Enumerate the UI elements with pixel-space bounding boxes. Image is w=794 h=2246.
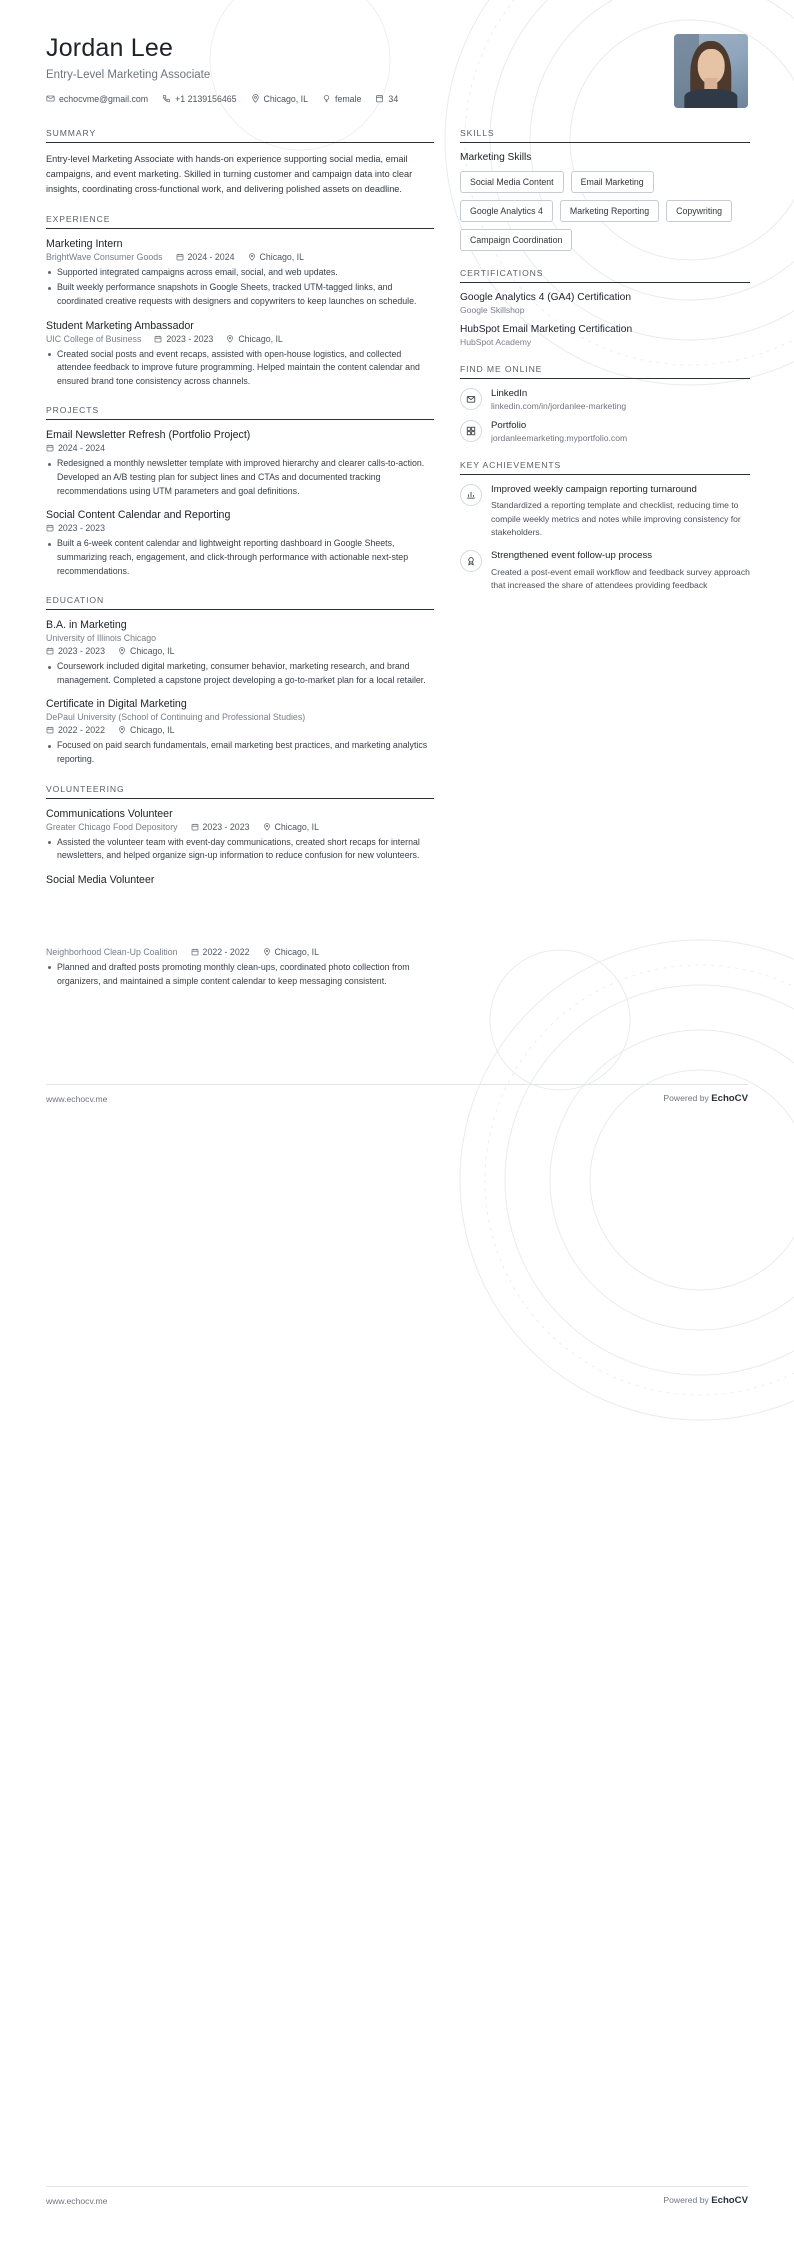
footer-powered-prefix: Powered by (663, 2195, 712, 2205)
section-title-projects: PROJECTS (46, 405, 434, 420)
bullet: Coursework included digital marketing, consumer behavior, marketing research, and brand management. Completed a capstone project developing a go-to-market plan for a local retailer. (46, 660, 434, 687)
section-education (46, 595, 434, 767)
bullet: Focused on paid search fundamentals, email marketing best practices, and marketing analytics reporting. (46, 739, 434, 766)
experience-bullets (46, 266, 434, 309)
online-label: Portfolio (491, 420, 527, 431)
bullet: Redesigned a monthly newsletter template with improved hierarchy and clearer calls-to-action. Developed an A/B testing plan for subject lines and CTAs and documented tracking recommendations using UTM parameters and goal definitions. (46, 457, 434, 498)
achievement-desc: Created a post-event email workflow and feedback survey approach that increased the share of attendees providing feedback (491, 566, 750, 591)
experience-subline (46, 252, 434, 262)
location-icon (118, 647, 126, 655)
education-title: B.A. in Marketing (46, 619, 127, 632)
certification-item (460, 324, 750, 347)
contact-location-text: Chicago, IL (263, 93, 309, 104)
experience-dates-text: 2024 - 2024 (187, 251, 235, 262)
footer-brand (663, 2195, 748, 2206)
project-bullets (46, 537, 434, 578)
volunteering-item (46, 874, 434, 886)
section-key-achievements (460, 460, 750, 593)
skill-chip: Copywriting (666, 200, 732, 222)
page-footer-1 (46, 1084, 748, 1104)
project-dates-text: 2024 - 2024 (58, 443, 105, 454)
location-icon (118, 726, 126, 734)
volunteering-location-text: Chicago, IL (274, 946, 320, 957)
contact-age-text: 34 (388, 93, 399, 104)
project-dates-text: 2023 - 2023 (58, 523, 105, 534)
summary-text: Entry-level Marketing Associate with hands-on experience supporting social media, email campaigns, and event marketing. Skilled in turning customer and campaign data into clear insights, coordinating cross-functional work, and delivering polished assets on deadline. (46, 154, 413, 194)
bullet: Planned and drafted posts promoting monthly clean-ups, coordinated photo collection from organizers, and maintained a simple content calendar to keep messaging consistent. (46, 961, 434, 988)
calendar-icon (46, 524, 54, 532)
project-item (46, 509, 434, 578)
experience-subline (46, 334, 434, 344)
location-icon (263, 948, 271, 956)
certification-name: Google Analytics 4 (GA4) Certification (460, 292, 631, 303)
volunteering-dates (191, 822, 250, 832)
experience-location (248, 252, 305, 262)
volunteering-title: Social Media Volunteer (46, 873, 155, 886)
contact-gender-text: female (335, 93, 362, 104)
education-subline (46, 725, 434, 735)
avatar (674, 34, 748, 108)
education-bullets (46, 739, 434, 766)
contact-phone-text: +1 2139156465 (175, 93, 237, 104)
section-experience (46, 214, 434, 389)
section-projects (46, 405, 434, 578)
experience-bullets (46, 348, 434, 389)
resume-header (0, 0, 794, 108)
skill-chip: Email Marketing (571, 171, 654, 193)
achievement-title: Strengthened event follow-up process (491, 550, 653, 562)
section-title-volunteering: VOLUNTEERING (46, 784, 434, 799)
experience-location (226, 334, 283, 344)
skills-chip-list (460, 171, 750, 251)
section-title-experience: EXPERIENCE (46, 214, 434, 229)
volunteering-location (263, 822, 320, 832)
education-bullets (46, 660, 434, 687)
contact-gender (322, 94, 361, 104)
volunteering-dates-text: 2023 - 2023 (202, 821, 250, 832)
certification-name: HubSpot Email Marketing Certification (460, 324, 633, 335)
left-column (46, 128, 434, 903)
education-title: Certificate in Digital Marketing (46, 698, 187, 711)
badge-icon (460, 550, 482, 572)
education-dates (46, 725, 105, 735)
education-dates-text: 2022 - 2022 (58, 725, 105, 736)
age-icon (375, 94, 384, 103)
education-dates-text: 2023 - 2023 (58, 646, 105, 657)
contact-age (375, 94, 398, 104)
achievement-desc: Standardized a reporting template and checklist, reducing time to compile weekly metrics and notes while improving consistency for stakeholders. (491, 500, 741, 538)
volunteering-dates-text: 2022 - 2022 (202, 946, 250, 957)
project-subline (46, 523, 434, 533)
page-title: Jordan Lee (46, 34, 174, 62)
experience-org: BrightWave Consumer Goods (46, 251, 163, 262)
volunteering-location (263, 947, 320, 957)
experience-dates (154, 334, 213, 344)
footer-site[interactable]: www.echocv.me (46, 2195, 108, 2206)
section-title-skills: SKILLS (460, 128, 750, 143)
section-title-online: FIND ME ONLINE (460, 364, 750, 379)
contact-phone[interactable] (162, 94, 236, 104)
certification-issuer: Google Skillshop (460, 305, 525, 315)
resume-body (0, 108, 794, 903)
project-dates (46, 523, 105, 533)
contact-location (251, 94, 309, 104)
experience-location-text: Chicago, IL (238, 333, 283, 344)
calendar-icon (191, 823, 199, 831)
linkedin-icon (460, 388, 482, 410)
skills-group-title: Marketing Skills (460, 152, 532, 163)
footer-brand-name: EchoCV (711, 2195, 748, 2206)
bullet: Supported integrated campaigns across email, social, and web updates. (46, 266, 434, 280)
mail-icon (46, 94, 55, 103)
section-summary (46, 128, 434, 197)
bullet: Created social posts and event recaps, assisted with open-house logistics, and collected attendee feedback to improve future programming. Helped maintain the content calendar and ensured brand tone consistency across channels. (46, 348, 434, 389)
project-subline (46, 443, 434, 453)
bullet: Built a 6-week content calendar and lightweight reporting dashboard in Google Sheets, summarizing reach, engagement, and click-through performance with actionable next-step recommendations. (46, 537, 434, 578)
calendar-icon (191, 948, 199, 956)
section-skills (460, 128, 750, 251)
portfolio-icon (460, 420, 482, 442)
bullet: Assisted the volunteer team with event-day communications, created short recaps for internal newsletters, and helped organize sign-up information to reduce confusion for new volunteers. (46, 836, 434, 863)
page-footer-2 (46, 2186, 748, 2206)
experience-org: UIC College of Business (46, 333, 142, 344)
bullet: Built weekly performance snapshots in Google Sheets, tracked UTM-tagged links, and coordinated creative requests with designers and copywriters to keep launches on schedule. (46, 281, 434, 308)
location-icon (251, 94, 260, 103)
contact-row (46, 94, 398, 104)
experience-title: Student Marketing Ambassador (46, 319, 194, 332)
education-location (118, 725, 175, 735)
volunteering-location-text: Chicago, IL (274, 821, 319, 832)
section-title-summary: SUMMARY (46, 128, 434, 143)
footer-brand-name: EchoCV (711, 1093, 748, 1104)
volunteering-bullets (46, 836, 434, 863)
section-find-me-online (460, 364, 750, 443)
volunteering-item (46, 808, 434, 863)
experience-item (46, 238, 434, 309)
section-volunteering (46, 784, 434, 886)
location-icon (248, 253, 256, 261)
phone-icon (162, 94, 171, 103)
online-item-linkedin[interactable] (460, 388, 750, 411)
calendar-icon (154, 335, 162, 343)
volunteering-subline (46, 947, 434, 957)
volunteering-subline (46, 822, 434, 832)
achievement-title: Improved weekly campaign reporting turnaround (491, 484, 697, 495)
skill-chip: Marketing Reporting (560, 200, 659, 222)
education-location (118, 646, 175, 656)
certification-issuer: HubSpot Academy (460, 337, 532, 347)
section-certifications (460, 268, 750, 347)
education-location-text: Chicago, IL (129, 725, 175, 736)
right-column (460, 128, 750, 903)
volunteering-title: Communications Volunteer (46, 807, 173, 820)
contact-email-text: echocvme@gmail.com (59, 93, 149, 104)
online-item-portfolio[interactable] (460, 420, 750, 443)
experience-dates (176, 252, 235, 262)
project-bullets (46, 457, 434, 498)
education-item (46, 619, 434, 687)
header-left (46, 34, 398, 104)
volunteering-continued (46, 947, 434, 988)
achievement-item (460, 550, 750, 592)
skill-chip: Campaign Coordination (460, 229, 572, 251)
education-item (46, 698, 434, 766)
chart-icon (460, 484, 482, 506)
online-url[interactable]: linkedin.com/in/jordanlee-marketing (491, 401, 627, 411)
calendar-icon (46, 444, 54, 452)
footer-powered-prefix: Powered by (663, 1093, 712, 1103)
experience-title: Marketing Intern (46, 237, 123, 250)
certification-item (460, 292, 750, 315)
online-url[interactable]: jordanleemarketing.myportfolio.com (491, 433, 628, 443)
education-subline (46, 646, 434, 656)
section-title-achievements: KEY ACHIEVEMENTS (460, 460, 750, 475)
location-icon (263, 823, 271, 831)
experience-item (46, 320, 434, 389)
education-org: DePaul University (School of Continuing and Professional Studies) (46, 712, 306, 723)
continued-section (0, 947, 794, 988)
section-title-certifications: CERTIFICATIONS (460, 268, 750, 283)
gender-icon (322, 94, 331, 103)
location-icon (226, 335, 234, 343)
footer-brand (663, 1093, 748, 1104)
section-title-education: EDUCATION (46, 595, 434, 610)
project-title: Email Newsletter Refresh (Portfolio Project) (46, 429, 251, 442)
volunteering-dates (191, 947, 250, 957)
project-title: Social Content Calendar and Reporting (46, 509, 231, 522)
skill-chip: Social Media Content (460, 171, 564, 193)
volunteering-org: Greater Chicago Food Depository (46, 821, 178, 832)
skill-chip: Google Analytics 4 (460, 200, 553, 222)
experience-dates-text: 2023 - 2023 (166, 333, 214, 344)
calendar-icon (46, 726, 54, 734)
achievement-item (460, 484, 750, 539)
calendar-icon (176, 253, 184, 261)
project-dates (46, 443, 105, 453)
education-org: University of Illinois Chicago (46, 633, 157, 644)
experience-location-text: Chicago, IL (259, 251, 304, 262)
footer-site[interactable]: www.echocv.me (46, 1093, 108, 1104)
calendar-icon (46, 647, 54, 655)
volunteering-org: Neighborhood Clean-Up Coalition (46, 946, 178, 957)
education-dates (46, 646, 105, 656)
education-location-text: Chicago, IL (129, 646, 175, 657)
job-role: Entry-Level Marketing Associate (46, 68, 211, 81)
online-label: LinkedIn (491, 388, 528, 399)
project-item (46, 429, 434, 498)
contact-email[interactable] (46, 94, 148, 104)
volunteering-bullets (46, 961, 434, 988)
